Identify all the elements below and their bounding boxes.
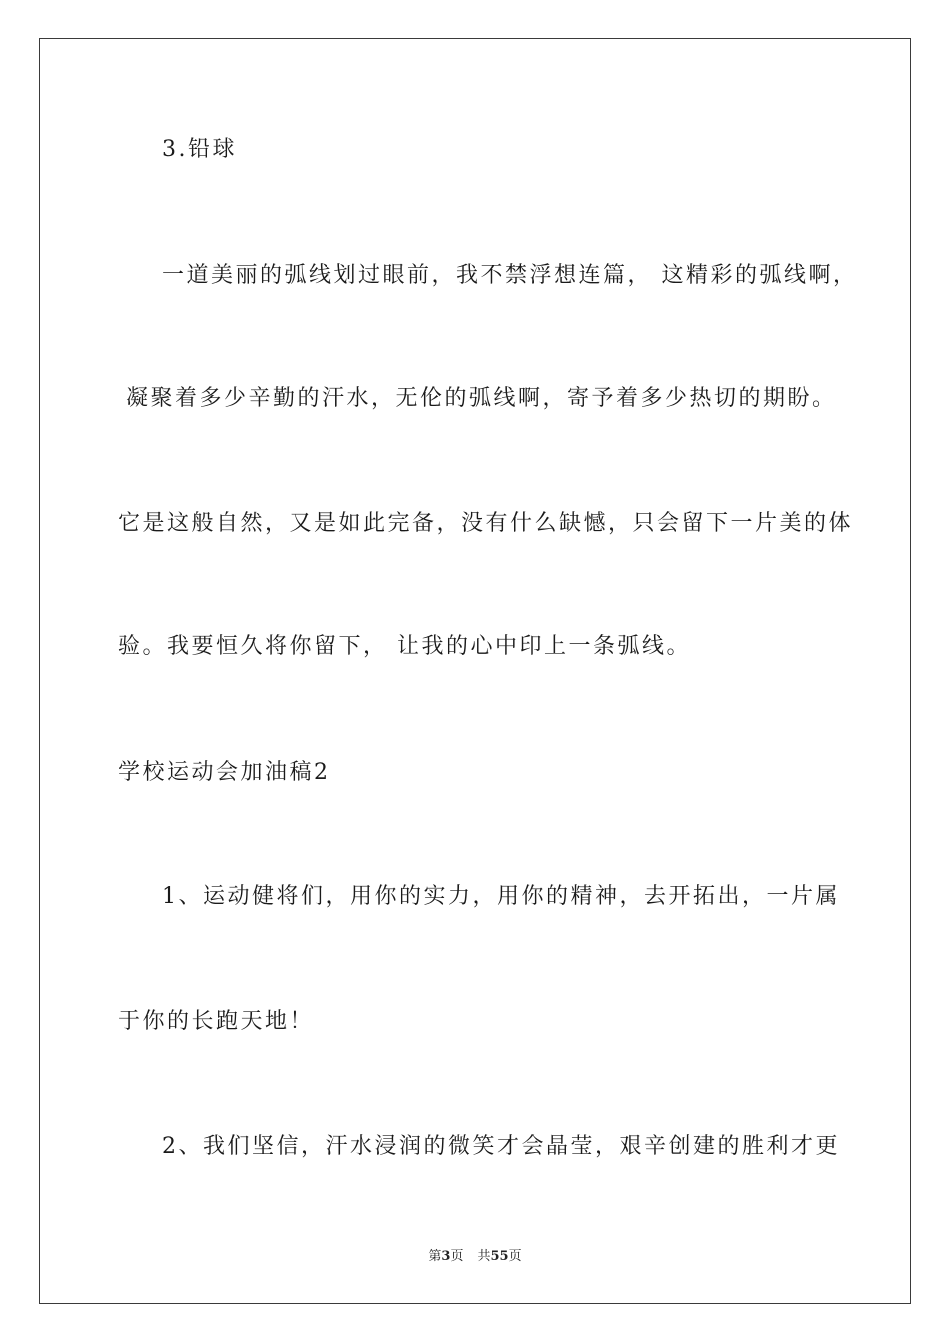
paragraph-line: 它是这般自然，又是如此完备，没有什么缺憾，只会留下一片美的体 — [118, 511, 854, 536]
page-frame — [39, 38, 911, 1304]
paragraph-line: 于你的长跑天地！ — [118, 1009, 315, 1034]
total-suffix: 页 — [508, 1249, 522, 1264]
paragraph-line: 凝聚着多少辛勤的汗水，无伦的弧线啊，寄予着多少热切的期盼。 — [126, 386, 837, 411]
paragraph-line: 验。我要恒久将你留下， 让我的心中印上一条弧线。 — [118, 634, 691, 659]
section-heading-cheer-2: 学校运动会加油稿2 — [118, 760, 331, 785]
section-heading-shotput: 3.铅球 — [162, 137, 237, 162]
total-prefix: 共 — [477, 1249, 491, 1264]
paragraph-line: 一道美丽的弧线划过眼前，我不禁浮想连篇， 这精彩的弧线啊， — [162, 263, 858, 288]
page-footer — [0, 1248, 950, 1266]
paragraph-line: 2、我们坚信，汗水浸润的微笑才会晶莹，艰辛创建的胜利才更 — [162, 1134, 840, 1159]
page-suffix: 页 — [450, 1249, 464, 1264]
page-current: 3 — [441, 1249, 451, 1264]
page-total: 55 — [490, 1249, 509, 1264]
page-prefix: 第 — [428, 1249, 442, 1264]
paragraph-line: 1、运动健将们，用你的实力，用你的精神，去开拓出，一片属 — [162, 884, 840, 909]
